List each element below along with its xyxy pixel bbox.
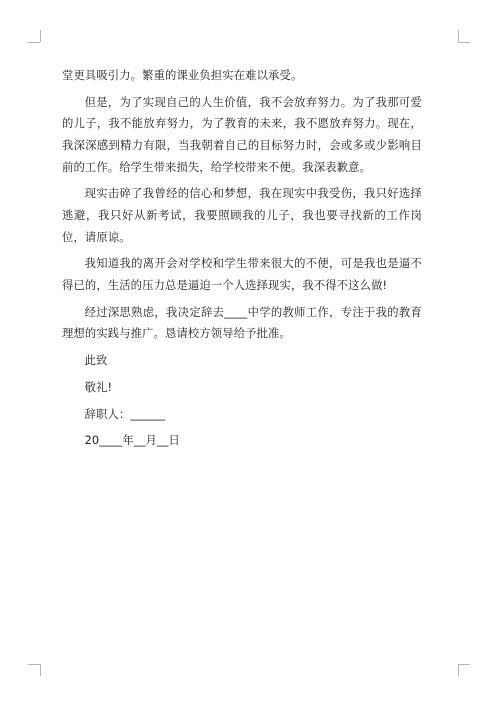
date-line: 20____年__月__日 [84, 434, 180, 448]
paragraph-3: 现实击碎了我曾经的信心和梦想，我在现实中我受伤，我只好选择逃避，我只好从新考试，我要照顾我的儿子，我也要寻找新的工作岗位，请原谅。 [62, 187, 422, 244]
paragraph-1: 堂更具吸引力。繁重的课业负担实在难以承受。 [62, 69, 303, 82]
salutation: 此致 [84, 354, 108, 368]
paragraph-4: 我知道我的离开会对学校和学生带来很大的不便，可是我也是逼不得已的，生活的压力总是逼迫一个人选择现实，我不得不这么做! [62, 257, 422, 292]
document-body [62, 65, 422, 457]
paragraph-5: 经过深思熟虑，我决定辞去____中学的教师工作，专注于我的教育理想的实践与推广。恳请校方领导给予批准。 [62, 305, 422, 341]
signature-line: 辞职人：______ [84, 407, 166, 421]
paragraph-2: 但是，为了实现自己的人生价值，我不会放弃努力。为了我那可爱的儿子，我不能放弃努力，为了教育的未来，我不愿放弃努力。现在，我深深感到精力有限，当我朝着自己的目标努力时，会或多或少影响目前的工作。给学生带来损失，给学校带来不便。我深表歉意。 [62, 95, 422, 174]
regards: 敬礼! [84, 380, 113, 394]
